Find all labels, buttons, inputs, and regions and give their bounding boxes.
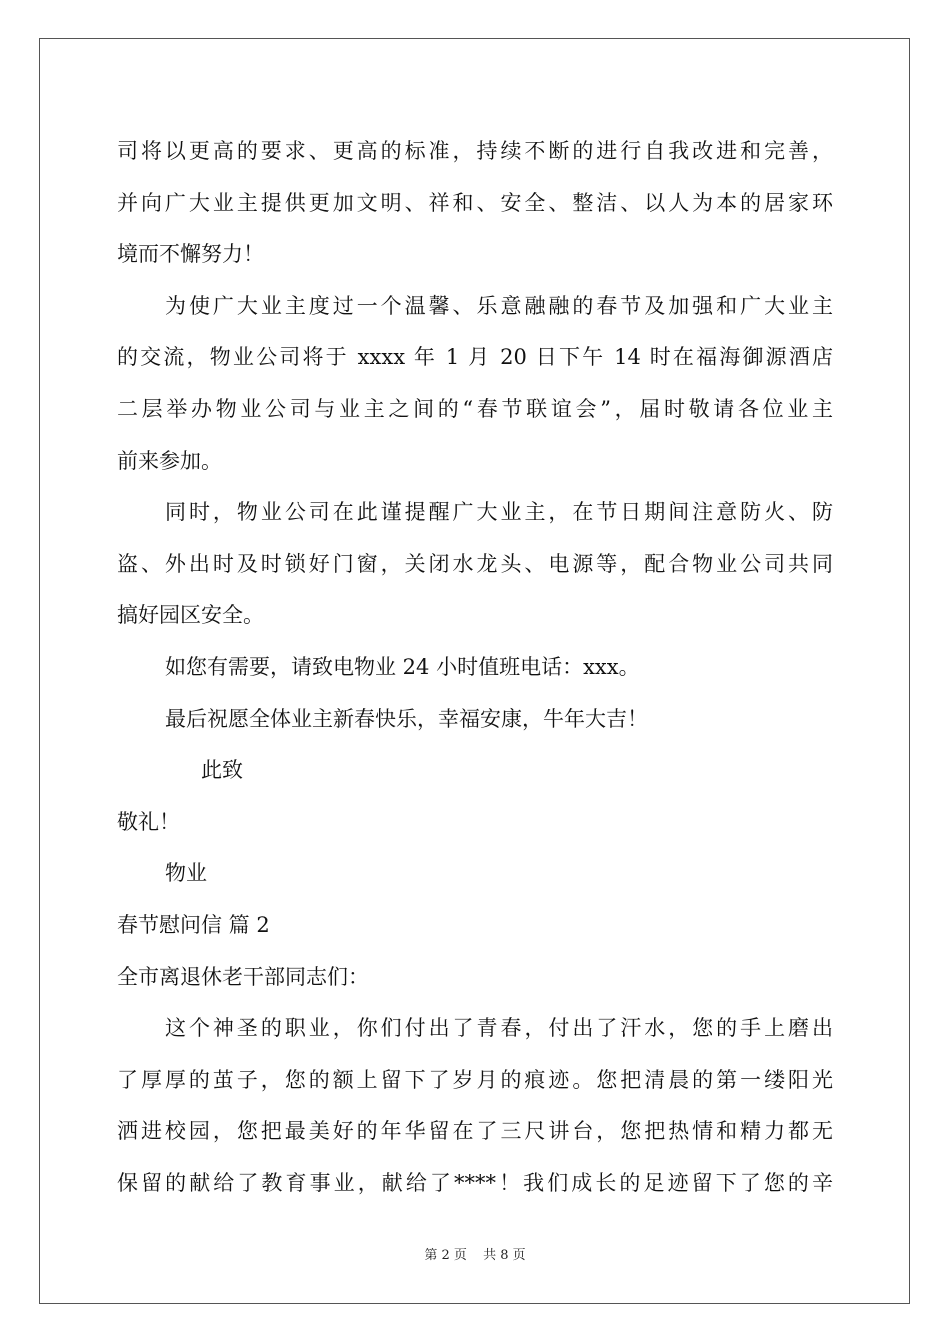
text-line: 敬礼！ xyxy=(117,809,180,834)
text-line: 同时，物业公司在此谨提醒广大业主，在节日期间注意防火、防 xyxy=(165,500,833,525)
text-line: 最后祝愿全体业主新春快乐，幸福安康，牛年大吉！ xyxy=(165,706,648,731)
text-line: 这个神圣的职业，你们付出了青春，付出了汗水，您的手上磨出 xyxy=(165,1016,833,1041)
text-line: 如您有需要，请致电物业 24 小时值班电话：xxx。 xyxy=(165,654,640,679)
page-number: 第 2 页 xyxy=(424,1248,467,1263)
text-line: 的交流，物业公司将于 xxxx 年 1 月 20 日下午 14 时在福海御源酒店 xyxy=(117,345,833,370)
text-line: 盗、外出时及时锁好门窗，关闭水龙头、电源等，配合物业公司共同 xyxy=(117,551,833,576)
text-line: 为使广大业主度过一个温馨、乐意融融的春节及加强和广大业主 xyxy=(165,293,833,318)
text-line: 司将以更高的要求、更高的标准，持续不断的进行自我改进和完善， xyxy=(117,139,833,163)
text-line: 全市离退休老干部同志们： xyxy=(117,964,369,989)
page-footer xyxy=(0,1244,950,1263)
text-line: 保留的献给了教育事业，献给了****！我们成长的足迹留下了您的辛 xyxy=(117,1170,833,1195)
text-line: 搞好园区安全。 xyxy=(117,603,264,628)
text-line: 前来参加。 xyxy=(117,448,222,473)
text-line: 境而不懈努力！ xyxy=(117,242,264,267)
text-line: 了厚厚的茧子，您的额上留下了岁月的痕迹。您把清晨的第一缕阳光 xyxy=(117,1067,833,1092)
text-line: 物业 xyxy=(165,861,207,886)
text-line: 此致 xyxy=(201,758,243,783)
text-line: 二层举办物业公司与业主之间的“春节联谊会”，届时敬请各位业主 xyxy=(117,396,833,421)
text-line: 并向广大业主提供更加文明、祥和、安全、整洁、以人为本的居家环 xyxy=(117,190,833,215)
text-line: 洒进校园，您把最美好的年华留在了三尺讲台，您把热情和精力都无 xyxy=(117,1119,833,1144)
page-total: 共 8 页 xyxy=(483,1248,526,1263)
document-body xyxy=(117,126,833,1209)
text-line: 春节慰问信 篇 2 xyxy=(117,912,270,937)
